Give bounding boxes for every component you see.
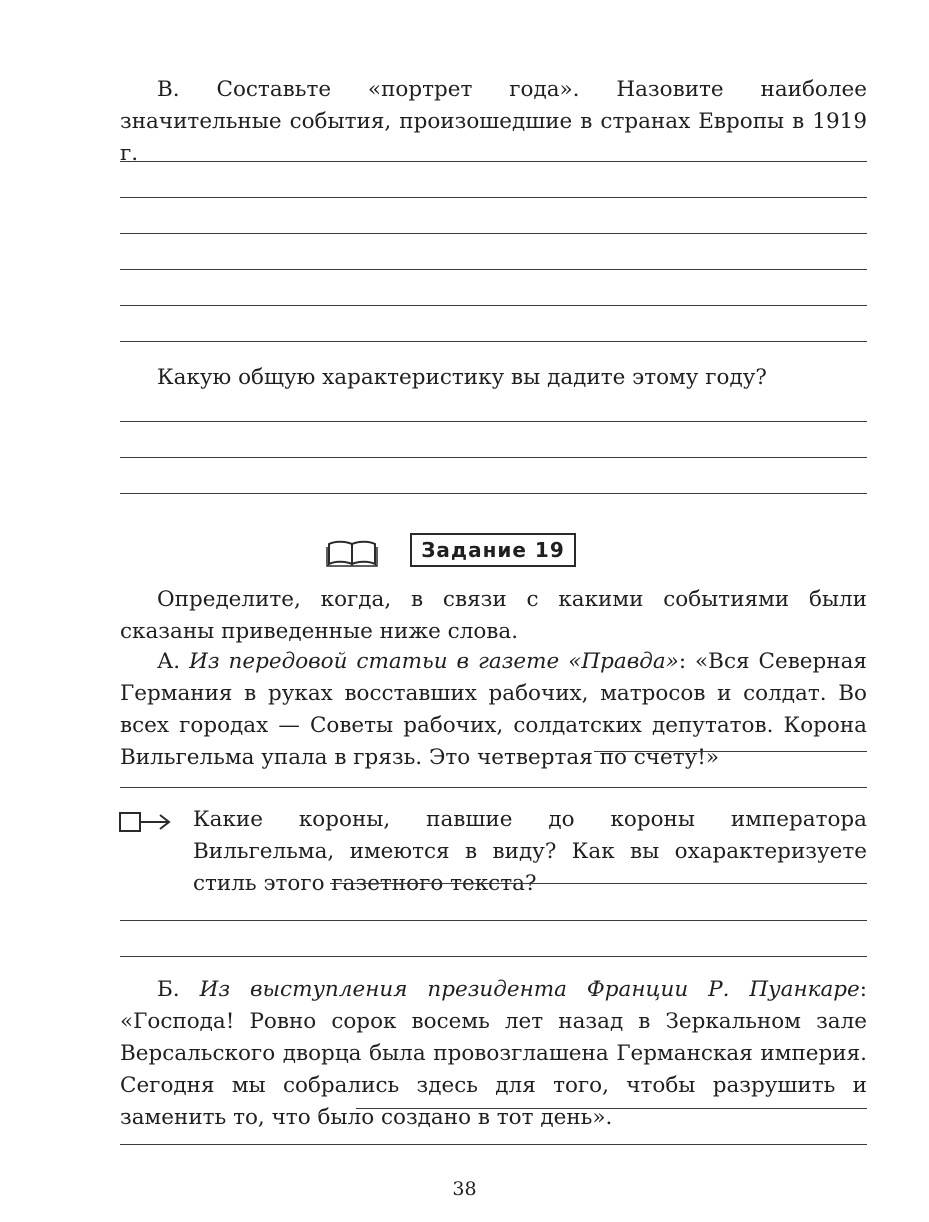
answer-line[interactable] bbox=[120, 305, 867, 306]
answer-line[interactable] bbox=[120, 421, 867, 422]
question-a: Какие короны, павшие до короны императора Вильгельма, имеются в виду? Как вы охарактеризуете стиль этого газетного текста? bbox=[193, 807, 867, 896]
quote-a-letter: А. bbox=[157, 649, 181, 674]
quote-b bbox=[120, 974, 867, 1134]
answer-line[interactable] bbox=[120, 1144, 867, 1145]
quote-a-source: Из передовой статьи в газете «Правда» bbox=[189, 649, 679, 674]
answer-line[interactable] bbox=[120, 197, 867, 198]
answer-line[interactable] bbox=[120, 341, 867, 342]
answer-line[interactable] bbox=[594, 751, 867, 752]
section-v-question: В. Составьте «портрет года». Назовите наиболее значительные события, произошедшие в странах Европы в 1919 г. bbox=[120, 77, 867, 166]
answer-line[interactable] bbox=[120, 956, 867, 957]
answer-line[interactable] bbox=[120, 457, 867, 458]
quote-a bbox=[120, 646, 867, 774]
answer-line[interactable] bbox=[120, 920, 867, 921]
quote-b-letter: Б. bbox=[157, 977, 180, 1002]
answer-line[interactable] bbox=[120, 161, 867, 162]
section-v-followup: Какую общую характеристику вы дадите этому году? bbox=[157, 365, 767, 390]
quote-b-text: : «Господа! Ровно сорок восемь лет назад в Зеркальном зале Версальского дворца была провозглашена Германская империя. Сегодня мы собрались здесь для того, чтобы разрушить и заменить то, что было создано в тот день». bbox=[120, 977, 867, 1130]
page-number: 38 bbox=[452, 1178, 477, 1200]
task-title: Задание 19 bbox=[410, 533, 576, 567]
answer-line[interactable] bbox=[120, 269, 867, 270]
task-header bbox=[325, 533, 595, 573]
open-book-icon bbox=[325, 539, 379, 567]
answer-line[interactable] bbox=[120, 233, 867, 234]
answer-line[interactable] bbox=[120, 493, 867, 494]
answer-line[interactable] bbox=[120, 787, 867, 788]
box-arrow-icon bbox=[118, 810, 174, 834]
quote-a-text: : «Вся Северная Германия в руках восставших рабочих, матросов и солдат. Во всех городах — Советы рабочих, солдатских депутатов. Корона Вильгельма упала в грязь. Это четвертая по счету!» bbox=[120, 649, 867, 770]
answer-line[interactable] bbox=[356, 1108, 867, 1109]
answer-line[interactable] bbox=[330, 883, 867, 884]
task-intro: Определите, когда, в связи с какими событиями были сказаны приведенные ниже слова. bbox=[120, 587, 867, 644]
quote-b-source: Из выступления президента Франции Р. Пуанкаре bbox=[199, 977, 860, 1002]
